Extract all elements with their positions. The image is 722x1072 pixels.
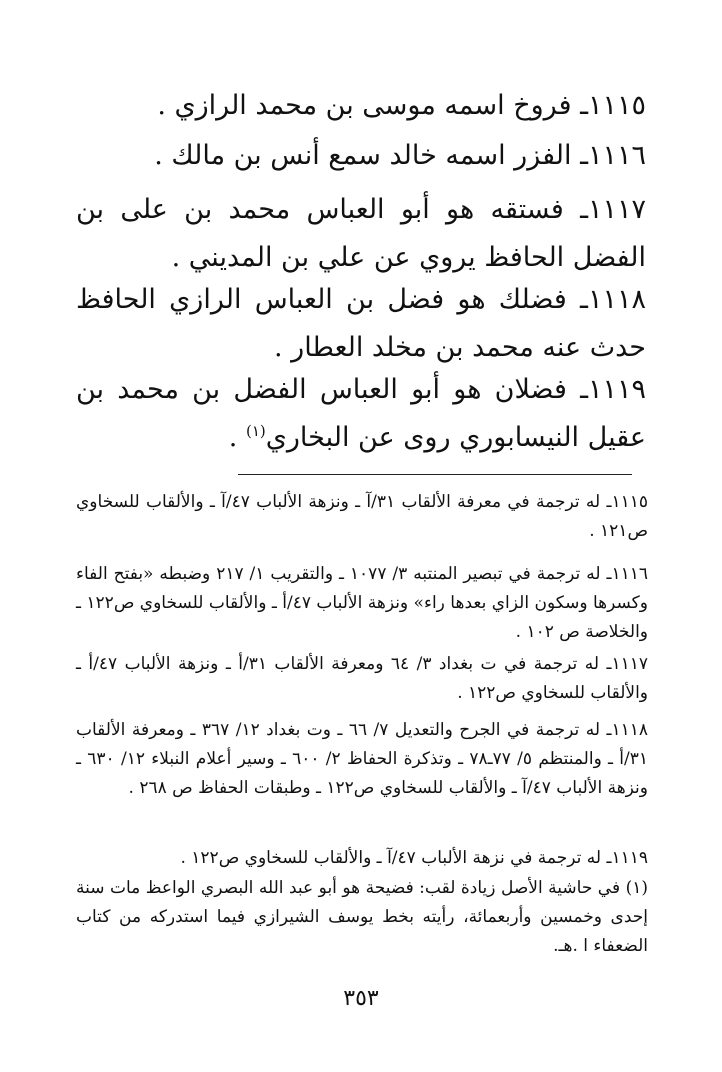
entry-1117: ١١١٧ـ فستقه هو أبو العباس محمد بن على بن الفضل الحافظ يروي عن علي بن المديني .	[76, 194, 646, 273]
entry-1115: ١١١٥ـ فروخ اسمه موسى بن محمد الرازي .	[157, 90, 646, 121]
footnote-1115: ١١١٥ـ له ترجمة في معرفة الألقاب ٣١/آ ـ ونزهة الألباب ٤٧/آ ـ والألقاب للسخاوي ص١٢١ .	[76, 492, 648, 541]
footnote-1119: ١١١٩ـ له ترجمة في نزهة الألباب ٤٧/آ ـ والألقاب للسخاوي ص١٢٢ .	[180, 848, 648, 868]
entry-1118: ١١١٨ـ فضلك هو فضل بن العباس الرازي الحافظ حدث عنه محمد بن مخلد العطار .	[76, 284, 646, 363]
footnote-1118: ١١١٨ـ له ترجمة في الجرح والتعديل ٧/ ٦٦ ـ وت بغداد ١٢/ ٣٦٧ ـ ومعرفة الألقاب ٣١/أ ـ والمنتظم ٥/ ٧٧ـ٧٨ ـ وتذكرة الحفاظ ٢/ ٦٠٠ ـ وسير أعلام النبلاء ١٢/ ٦٣٠ ـ ونزهة الألباب ٤٧/آ ـ والألقاب للسخاوي ص١٢٢ ـ وطبقات الحفاظ ص ٢٦٨ .	[76, 720, 649, 798]
entry-1119-end: .	[228, 422, 246, 453]
entry-1119	[76, 366, 646, 462]
page-number: ٣٥٣	[343, 986, 379, 1011]
footnote-1116: ١١١٦ـ له ترجمة في تبصير المنتبه ٣/ ١٠٧٧ ـ والتقريب ١/ ٢١٧ وضبطه «بفتح الفاء وكسرها وسكون الزاي بعدها راء» ونزهة الألباب ٤٧/أ ـ والألقاب للسخاوي ص١٢٢ ـ والخلاصة ص ١٠٢ .	[76, 564, 648, 642]
margin-note-1: (١) في حاشية الأصل زيادة لقب: فضيحة هو أبو عبد الله البصري الواعظ مات سنة إحدى وخمسين وأربعمائة، رأيته بخط يوسف الشيرازي فيما استدركه من كتاب الضعفاء ا .هـ.	[76, 878, 648, 956]
footnote-ref-1[interactable]: (١)	[245, 422, 266, 440]
footnote-1117: ١١١٧ـ له ترجمة في ت بغداد ٣/ ٦٤ ومعرفة الألقاب ٣١/أ ـ ونزهة الألباب ٤٧/أ ـ والألقاب للسخاوي ص١٢٢ .	[76, 654, 649, 703]
entry-1119-text: ١١١٩ـ فضلان هو أبو العباس الفضل بن محمد بن عقيل النيسابوري روى عن البخاري	[76, 374, 646, 453]
footnote-separator	[238, 474, 632, 475]
entry-1116: ١١١٦ـ الفزر اسمه خالد سمع أنس بن مالك .	[154, 140, 646, 171]
